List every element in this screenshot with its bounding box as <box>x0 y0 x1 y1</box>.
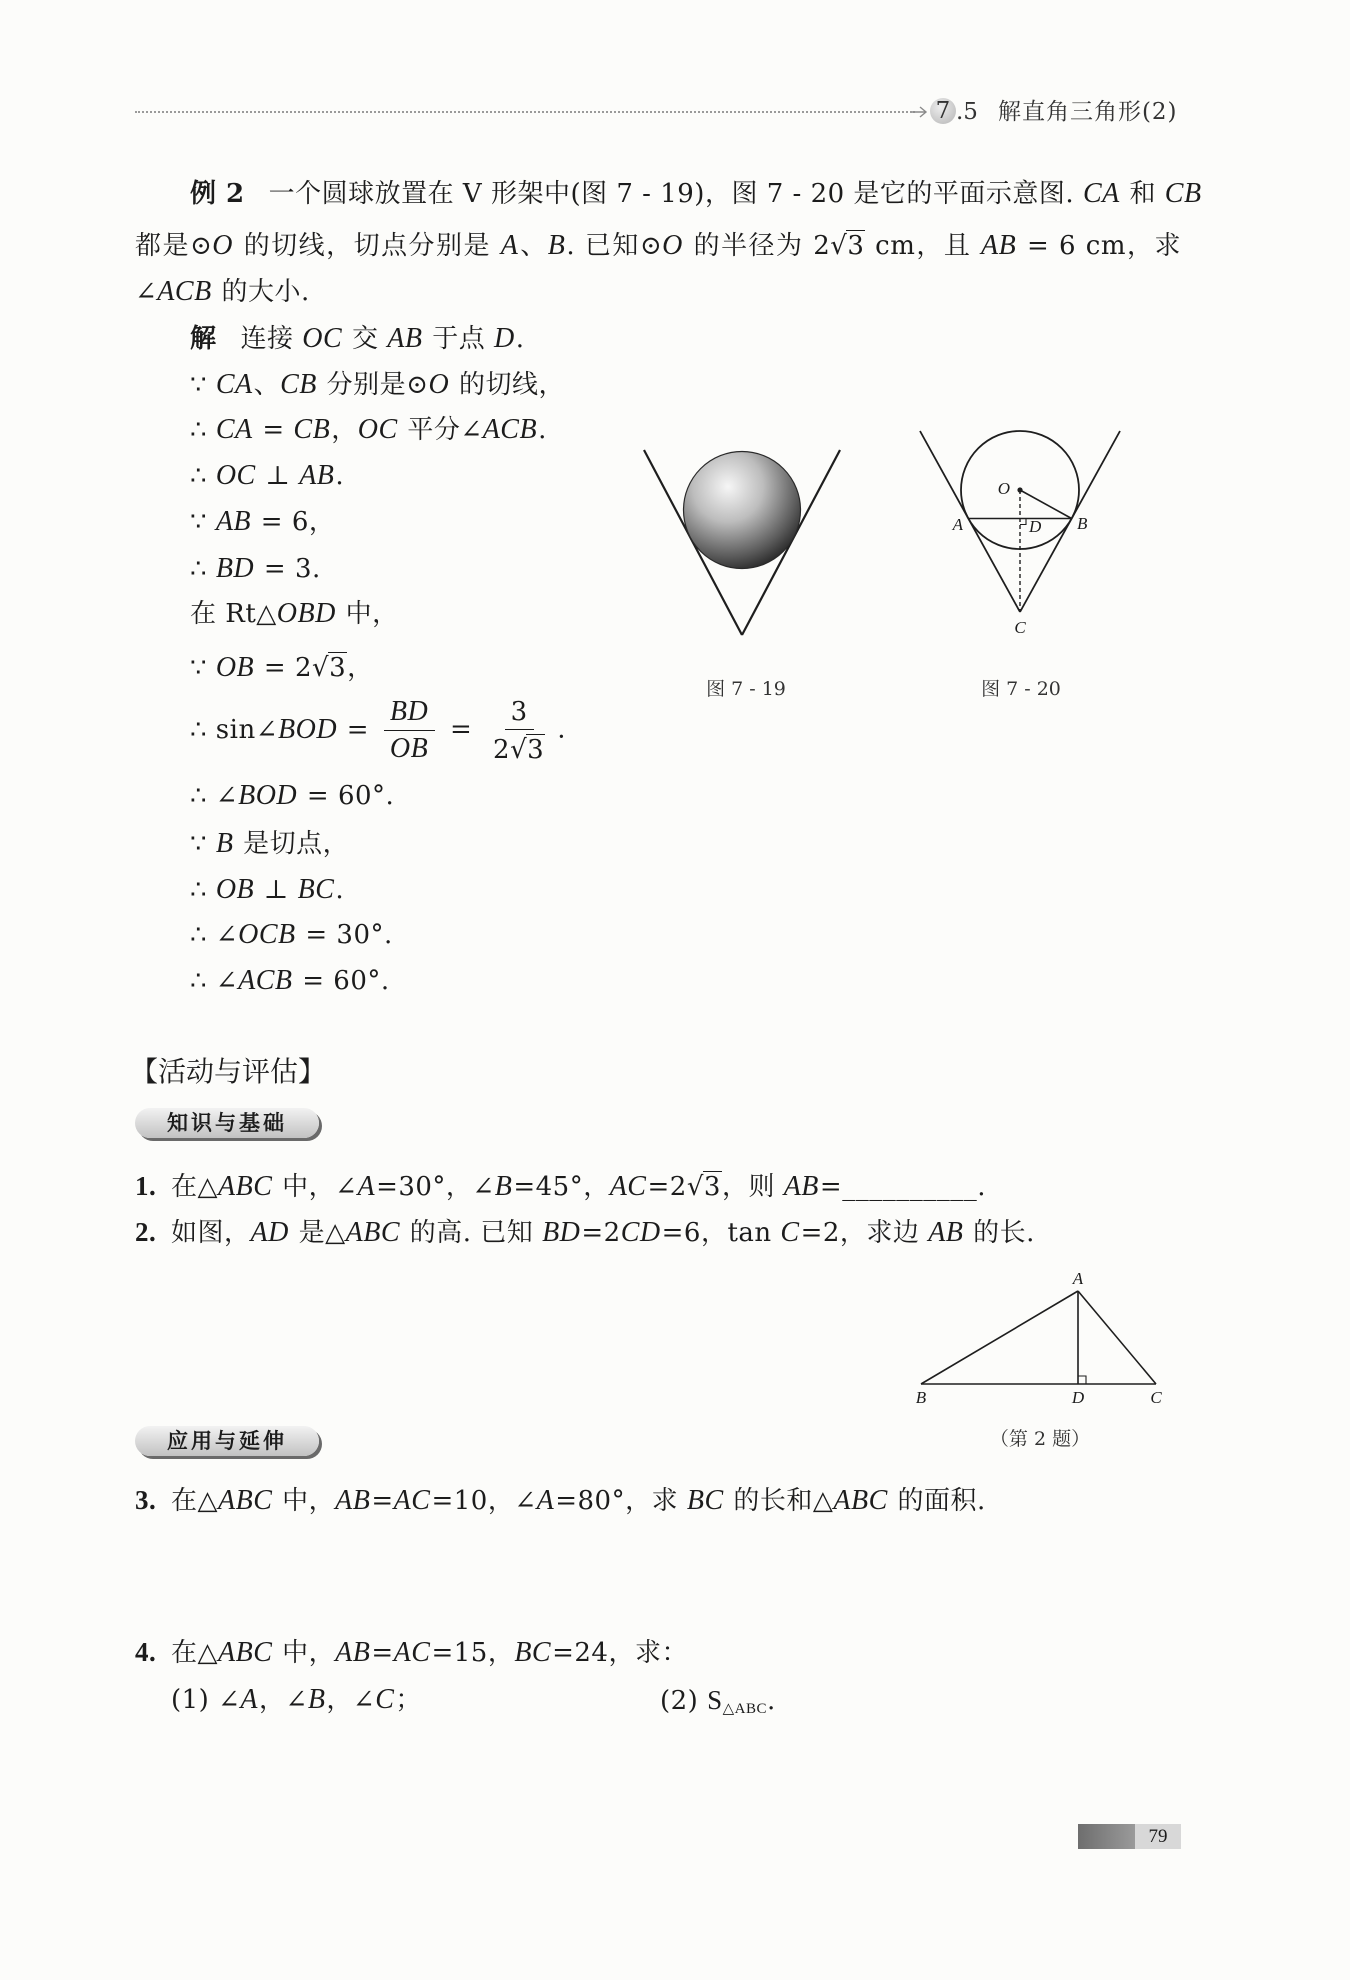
math-variable: B <box>307 1684 326 1715</box>
label-c: C <box>1150 1388 1162 1407</box>
math-variable: B <box>547 230 566 261</box>
part-end: . <box>767 1686 776 1716</box>
math-variable: A <box>536 1485 555 1516</box>
part-label: (2) <box>660 1686 699 1716</box>
sqrt-symbol: √3 <box>510 734 545 765</box>
example-text: 都是⊙O 的切线，切点分别是 A、B. 已知⊙O 的半径为 2√3 cm，且 AB = 6 cm，求 <box>135 230 1181 261</box>
question-2-triangle-figure <box>905 1270 1175 1415</box>
solution-text: 连接 OC 交 AB 于点 D. <box>240 323 525 354</box>
math-variable: ABC <box>218 1637 273 1668</box>
math-variable: AC <box>609 1171 647 1202</box>
label-a: A <box>1072 1269 1084 1288</box>
area-symbol-subscript: △ABC <box>722 1701 768 1717</box>
math-variable: O <box>662 230 683 261</box>
solution-step: ∴ ∠OCB = 30°. <box>190 919 393 950</box>
section-title: 解直角三角形(2) <box>997 99 1178 125</box>
math-variable: D <box>493 323 515 354</box>
math-variable: CD <box>620 1217 661 1248</box>
label-b: B <box>915 1388 927 1407</box>
math-variable: C <box>375 1684 395 1715</box>
part-text: ∠A，∠B，∠C； <box>218 1684 422 1715</box>
page-number-block <box>1078 1824 1181 1849</box>
math-variable: AB <box>387 323 423 354</box>
fraction-numerator <box>384 698 435 731</box>
math-variable: C <box>780 1217 800 1248</box>
math-variable: CB <box>280 369 317 400</box>
question-4-part-2 <box>660 1680 776 1720</box>
area-symbol-base: S <box>707 1685 723 1715</box>
solution-step: ∴ CA = CB，OC 平分∠ACB. <box>190 414 547 445</box>
math-variable: OB <box>389 733 429 764</box>
math-variable: AB <box>783 1171 819 1202</box>
label-d: D <box>1071 1388 1085 1407</box>
math-variable: A <box>500 230 519 261</box>
fraction-denominator <box>384 731 435 763</box>
math-variable: OC <box>302 323 343 354</box>
math-variable: OB <box>215 652 255 683</box>
math-variable: OBD <box>276 598 336 629</box>
ball <box>684 452 801 569</box>
question-2-figure-caption: （第 2 题） <box>989 1428 1091 1450</box>
question-text: 如图，AD 是△ABC 的高. 已知 BD=2CD=6，tan C=2，求边 AB 的长. <box>171 1217 1035 1248</box>
header-dotted-rule <box>135 111 915 113</box>
example-label: 例 2 <box>190 179 245 209</box>
figure-7-19-ball-in-v-frame <box>634 440 854 650</box>
math-variable: ABC <box>218 1485 273 1516</box>
question-4 <box>135 1632 688 1672</box>
label-c: C <box>1014 618 1026 637</box>
activity-heading: 【活动与评估】 <box>130 1055 327 1088</box>
math-variable: BC <box>297 874 335 905</box>
math-variable: AC <box>393 1637 431 1668</box>
radicand: 3 <box>847 231 865 261</box>
example-line-1 <box>190 174 1202 214</box>
solution-step: ∴ ∠ACB = 60°. <box>190 965 390 996</box>
fraction-bd-over-ob <box>384 698 435 763</box>
example-line-3 <box>135 272 310 312</box>
fraction-3-over-2root3 <box>487 696 551 765</box>
math-variable: AB <box>335 1637 371 1668</box>
sqrt-symbol: √3 <box>686 1172 721 1202</box>
math-variable: ACB <box>482 414 538 445</box>
sqrt-symbol: √3 <box>830 231 865 261</box>
fraction-numerator: 3 <box>505 699 534 730</box>
badge-application-extension: 应用与延伸 <box>135 1426 319 1456</box>
math-variable: A <box>357 1171 376 1202</box>
math-variable: ABC <box>833 1485 888 1516</box>
question-4-part-1 <box>171 1680 422 1720</box>
radicand: 3 <box>527 734 545 765</box>
math-variable: ACB <box>157 276 212 307</box>
solution-step: ∴ BD = 3. <box>190 553 321 584</box>
math-variable: ABC <box>345 1217 400 1248</box>
math-variable: ACB <box>238 965 293 996</box>
math-variable: AB <box>335 1485 371 1516</box>
side-ac <box>1078 1291 1156 1384</box>
math-variable: BD <box>542 1217 581 1248</box>
equals-sign: = <box>449 714 473 745</box>
solution-step: ∴ OC ⊥ AB. <box>190 460 345 491</box>
math-variable: OCB <box>238 919 296 950</box>
question-3 <box>135 1480 986 1520</box>
radicand: 3 <box>329 653 347 683</box>
math-variable: AB <box>981 230 1017 261</box>
page-number-bar <box>1078 1824 1135 1849</box>
math-variable: BD <box>389 696 429 727</box>
math-variable: OC <box>215 460 256 491</box>
question-1 <box>135 1166 986 1206</box>
solution-step: ∵ CA、CB 分别是⊙O 的切线， <box>190 369 565 400</box>
math-variable: A <box>240 1684 259 1715</box>
figure-7-19-caption: 图 7 - 19 <box>706 678 786 700</box>
math-variable: CA <box>215 414 253 445</box>
math-variable: AC <box>393 1485 431 1516</box>
question-2 <box>135 1212 1035 1252</box>
solution-step: 在 Rt△OBD 中， <box>190 598 399 629</box>
example-text: 一个圆球放置在 V 形架中(图 7 - 19)，图 7 - 20 是它的平面示意图. CA 和 CB <box>268 178 1202 209</box>
sine-step-prefix: ∴ sin∠BOD = <box>190 713 370 745</box>
radius-ob <box>1020 490 1072 519</box>
sine-step-period: . <box>557 714 566 745</box>
math-variable: BOD <box>238 780 298 811</box>
question-text: 在△ABC 中，∠A=30°，∠B=45°，AC=2√3，则 AB=__________. <box>171 1171 986 1202</box>
header-arrow-icon <box>912 104 928 120</box>
math-variable: OB <box>215 874 255 905</box>
math-variable: BC <box>514 1637 552 1668</box>
math-variable: B <box>215 828 234 859</box>
solution-step: ∵ B 是切点， <box>190 828 350 859</box>
question-number: 3. <box>135 1485 157 1515</box>
example-line-2 <box>135 226 1181 266</box>
math-variable: BD <box>215 553 255 584</box>
math-variable: O <box>428 369 450 400</box>
section-number: .5 <box>956 99 978 125</box>
solution-step: ∵ AB = 6， <box>190 506 336 537</box>
chapter-number-badge: 7 <box>930 98 956 124</box>
example-text: ∠ACB 的大小. <box>135 276 310 307</box>
solution-label: 解 <box>190 324 217 354</box>
question-number: 4. <box>135 1637 157 1667</box>
question-number: 2. <box>135 1217 157 1247</box>
area-symbol <box>707 1685 767 1715</box>
math-variable: AB <box>299 460 335 491</box>
solution-step: ∵ OB = 2√3， <box>190 652 374 683</box>
solution-step: ∴ ∠BOD = 60°. <box>190 780 395 811</box>
label-o: O <box>997 479 1010 498</box>
math-variable: CA <box>1082 178 1120 209</box>
question-text: 在△ABC 中，AB=AC=10，∠A=80°，求 BC 的长和△ABC 的面积. <box>171 1485 986 1516</box>
math-variable: AB <box>928 1217 964 1248</box>
math-variable: AB <box>215 506 252 537</box>
running-header <box>930 97 1178 127</box>
math-variable: BOD <box>278 713 338 745</box>
right-angle-mark-d <box>1078 1376 1086 1384</box>
math-variable: OC <box>357 414 398 445</box>
math-variable: ABC <box>218 1171 273 1202</box>
radicand: 3 <box>703 1172 721 1202</box>
math-variable: O <box>212 230 233 261</box>
label-b: B <box>1077 514 1088 533</box>
question-text: 在△ABC 中，AB=AC=15，BC=24，求： <box>171 1637 688 1668</box>
side-ba <box>921 1291 1078 1384</box>
question-number: 1. <box>135 1171 157 1201</box>
badge-knowledge-basics: 知识与基础 <box>135 1108 319 1138</box>
math-variable: B <box>494 1171 513 1202</box>
fraction-denominator: 2√3 <box>493 734 545 765</box>
solution-step-sine <box>190 696 566 765</box>
part-label: (1) <box>171 1685 210 1715</box>
figure-7-20-schematic <box>909 420 1129 645</box>
figure-7-20-caption: 图 7 - 20 <box>981 678 1061 700</box>
math-variable: CB <box>293 414 331 445</box>
sqrt-symbol: √3 <box>312 653 347 683</box>
math-variable: CA <box>215 369 253 400</box>
solution-step: ∴ OB ⊥ BC. <box>190 874 345 905</box>
center-point-o <box>1017 487 1022 492</box>
right-angle-mark-d <box>1020 519 1026 525</box>
math-variable: AD <box>250 1217 289 1248</box>
math-variable: BC <box>686 1485 724 1516</box>
solution-line-1 <box>190 319 524 359</box>
math-variable: CB <box>1164 178 1202 209</box>
label-a: A <box>952 515 963 534</box>
label-d: D <box>1029 517 1042 536</box>
page-number: 79 <box>1135 1824 1181 1849</box>
